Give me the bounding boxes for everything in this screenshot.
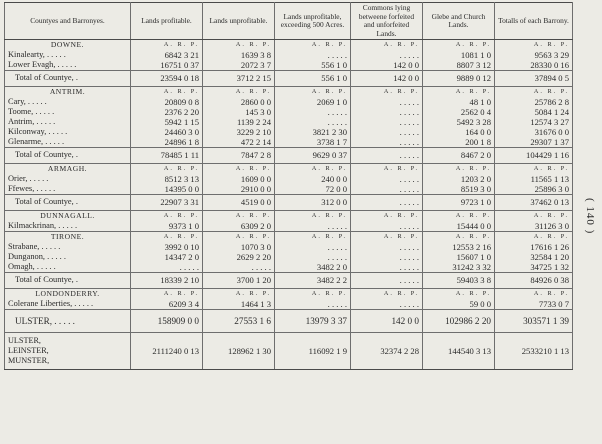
- value-cell: 8467 2 0: [423, 148, 495, 164]
- value-cell: 2111240 0 13: [131, 333, 203, 370]
- value-cell: 6842 3 21: [131, 50, 203, 60]
- arp-units: A. R. P.: [423, 40, 495, 51]
- value-cell: 1464 1 3: [203, 299, 275, 310]
- value-cell: . . . . .: [351, 242, 423, 252]
- value-cell: 25786 2 8: [495, 97, 573, 107]
- county-heading-row: [5, 164, 573, 175]
- value-cell: . . . . .: [131, 262, 203, 273]
- value-cell: 12553 2 16: [423, 242, 495, 252]
- arp-units: A. R. P.: [351, 232, 423, 243]
- value-cell: 3700 1 20: [203, 273, 275, 289]
- value-cell: 5492 3 28: [423, 117, 495, 127]
- value-cell: . . . . .: [351, 221, 423, 232]
- value-cell: . . . . .: [351, 137, 423, 148]
- arp-units: A. R. P.: [131, 289, 203, 300]
- value-cell: . . . . .: [351, 273, 423, 289]
- value-cell: 17616 1 26: [495, 242, 573, 252]
- value-cell: 1203 2 0: [423, 174, 495, 184]
- value-cell: 5942 1 15: [131, 117, 203, 127]
- row-label: Cary, . . . . .: [5, 97, 131, 107]
- value-cell: 2562 0 4: [423, 107, 495, 117]
- value-cell: 15444 0 0: [423, 221, 495, 232]
- arp-units: A. R. P.: [131, 164, 203, 175]
- arp-units: A. R. P.: [495, 289, 573, 300]
- table-row: [5, 242, 573, 252]
- value-cell: 59 0 0: [423, 299, 495, 310]
- value-cell: . . . . .: [351, 148, 423, 164]
- county-heading: DUNNAGALL.: [5, 211, 131, 222]
- value-cell: 142 0 0: [351, 310, 423, 333]
- barony-table: [4, 2, 573, 370]
- value-cell: . . . . .: [275, 252, 351, 262]
- arp-units: A. R. P.: [423, 232, 495, 243]
- row-label: Total of Countye, .: [5, 195, 131, 211]
- arp-units: A. R. P.: [275, 289, 351, 300]
- col-header-commons: Commons lying betweene forfeited and unforfeited Lands.: [351, 3, 423, 40]
- value-cell: . . . . .: [351, 252, 423, 262]
- ulster-total-row: [5, 310, 573, 333]
- value-cell: 23594 0 18: [131, 71, 203, 87]
- table-row: [5, 137, 573, 148]
- header-row: [5, 3, 573, 40]
- value-cell: 6309 2 0: [203, 221, 275, 232]
- value-cell: 2860 0 0: [203, 97, 275, 107]
- col-header-profitable: Lands profitable.: [131, 3, 203, 40]
- arp-units: A. R. P.: [351, 164, 423, 175]
- table-body: [5, 40, 573, 370]
- value-cell: 14347 2 0: [131, 252, 203, 262]
- table-row: [5, 107, 573, 117]
- value-cell: 8512 3 13: [131, 174, 203, 184]
- county-heading: ANTRIM.: [5, 87, 131, 98]
- value-cell: . . . . .: [275, 117, 351, 127]
- value-cell: 22907 3 31: [131, 195, 203, 211]
- arp-units: A. R. P.: [203, 289, 275, 300]
- value-cell: . . . . .: [351, 299, 423, 310]
- value-cell: 5084 1 24: [495, 107, 573, 117]
- arp-units: A. R. P.: [131, 40, 203, 51]
- value-cell: 31126 3 0: [495, 221, 573, 232]
- value-cell: 2629 2 20: [203, 252, 275, 262]
- row-label: Total of Countye, .: [5, 71, 131, 87]
- value-cell: 240 0 0: [275, 174, 351, 184]
- col-header-glebe: Glebe and Church Lands.: [423, 3, 495, 40]
- county-heading: DOWNE.: [5, 40, 131, 51]
- province-names: [5, 333, 131, 370]
- value-cell: 1639 3 8: [203, 50, 275, 60]
- value-cell: 145 3 0: [203, 107, 275, 117]
- arp-units: A. R. P.: [131, 232, 203, 243]
- value-cell: 2072 3 7: [203, 60, 275, 71]
- arp-units: A. R. P.: [351, 87, 423, 98]
- arp-units: A. R. P.: [275, 164, 351, 175]
- value-cell: 9563 3 29: [495, 50, 573, 60]
- row-label: Dunganon, . . . . .: [5, 252, 131, 262]
- value-cell: . . . . .: [275, 299, 351, 310]
- value-cell: . . . . .: [351, 97, 423, 107]
- value-cell: 472 2 14: [203, 137, 275, 148]
- county-heading-row: [5, 87, 573, 98]
- value-cell: 3482 2 2: [275, 273, 351, 289]
- row-label: Lower Evagh, . . . . .: [5, 60, 131, 71]
- value-cell: 158909 0 0: [131, 310, 203, 333]
- value-cell: . . . . .: [351, 127, 423, 137]
- table-row: [5, 117, 573, 127]
- value-cell: 556 1 0: [275, 60, 351, 71]
- value-cell: 72 0 0: [275, 184, 351, 195]
- value-cell: 9373 1 0: [131, 221, 203, 232]
- value-cell: 2533210 1 13: [495, 333, 573, 370]
- row-label: Total of Countye, .: [5, 148, 131, 164]
- table-row: [5, 174, 573, 184]
- arp-units: A. R. P.: [423, 87, 495, 98]
- value-cell: 2069 1 0: [275, 97, 351, 107]
- table-row: [5, 252, 573, 262]
- value-cell: . . . . .: [351, 117, 423, 127]
- value-cell: 37894 0 5: [495, 71, 573, 87]
- value-cell: 164 0 0: [423, 127, 495, 137]
- value-cell: . . . . .: [351, 107, 423, 117]
- value-cell: 15607 1 0: [423, 252, 495, 262]
- value-cell: 2910 0 0: [203, 184, 275, 195]
- table-row: [5, 221, 573, 232]
- value-cell: 9889 0 12: [423, 71, 495, 87]
- row-label: Strabane, . . . . .: [5, 242, 131, 252]
- arp-units: A. R. P.: [495, 87, 573, 98]
- value-cell: 34725 1 32: [495, 262, 573, 273]
- arp-units: A. R. P.: [203, 164, 275, 175]
- col-header-unprofitable-500: Lands unprofitable, exceeding 500 Acres.: [275, 3, 351, 40]
- county-heading: LONDONDERRY.: [5, 289, 131, 300]
- value-cell: 6209 3 4: [131, 299, 203, 310]
- table-row: [5, 262, 573, 273]
- value-cell: 142 0 0: [351, 60, 423, 71]
- arp-units: A. R. P.: [495, 164, 573, 175]
- value-cell: 8519 3 0: [423, 184, 495, 195]
- value-cell: 128962 1 30: [203, 333, 275, 370]
- value-cell: . . . . .: [351, 174, 423, 184]
- value-cell: . . . . .: [203, 262, 275, 273]
- table-row: [5, 184, 573, 195]
- row-label: Toome, . . . . .: [5, 107, 131, 117]
- row-label: Antrim, . . . . .: [5, 117, 131, 127]
- total-row: [5, 195, 573, 211]
- arp-units: A. R. P.: [495, 211, 573, 222]
- row-label: Kilconway, . . . . .: [5, 127, 131, 137]
- value-cell: 29307 1 37: [495, 137, 573, 148]
- value-cell: 16751 0 37: [131, 60, 203, 71]
- value-cell: 27553 1 6: [203, 310, 275, 333]
- value-cell: 25896 3 0: [495, 184, 573, 195]
- value-cell: 84926 0 38: [495, 273, 573, 289]
- value-cell: 3738 1 7: [275, 137, 351, 148]
- arp-units: A. R. P.: [275, 232, 351, 243]
- arp-units: A. R. P.: [351, 40, 423, 51]
- value-cell: 556 1 0: [275, 71, 351, 87]
- value-cell: 312 0 0: [275, 195, 351, 211]
- arp-units: A. R. P.: [203, 40, 275, 51]
- value-cell: 1070 3 0: [203, 242, 275, 252]
- table-row: [5, 299, 573, 310]
- value-cell: 3229 2 10: [203, 127, 275, 137]
- value-cell: . . . . .: [275, 242, 351, 252]
- value-cell: . . . . .: [275, 221, 351, 232]
- table-row: [5, 60, 573, 71]
- province-name: MUNSTER,: [8, 356, 50, 365]
- col-header-county: Countyes and Barronyes.: [5, 3, 131, 40]
- row-label: ULSTER, . . . . .: [5, 310, 131, 333]
- arp-units: A. R. P.: [131, 87, 203, 98]
- value-cell: 13979 3 37: [275, 310, 351, 333]
- value-cell: 78485 1 11: [131, 148, 203, 164]
- value-cell: 48 1 0: [423, 97, 495, 107]
- value-cell: 20809 0 8: [131, 97, 203, 107]
- value-cell: 9723 1 0: [423, 195, 495, 211]
- county-heading-row: [5, 289, 573, 300]
- arp-units: A. R. P.: [423, 164, 495, 175]
- value-cell: 4519 0 0: [203, 195, 275, 211]
- county-heading-row: [5, 211, 573, 222]
- row-label: Omagh, . . . . .: [5, 262, 131, 273]
- row-label: Kilmackrinan, . . . . .: [5, 221, 131, 232]
- value-cell: 24896 1 8: [131, 137, 203, 148]
- value-cell: 28330 0 16: [495, 60, 573, 71]
- row-label: Kinalearty, . . . . .: [5, 50, 131, 60]
- arp-units: A. R. P.: [351, 289, 423, 300]
- col-header-totals: Totalls of each Barrony.: [495, 3, 573, 40]
- arp-units: A. R. P.: [203, 87, 275, 98]
- row-label: Glenarme, . . . . .: [5, 137, 131, 148]
- arp-units: A. R. P.: [351, 211, 423, 222]
- table-row: [5, 97, 573, 107]
- value-cell: 104429 1 16: [495, 148, 573, 164]
- value-cell: 32584 1 20: [495, 252, 573, 262]
- col-header-unprofitable: Lands unprofitable.: [203, 3, 275, 40]
- value-cell: 31676 0 0: [495, 127, 573, 137]
- row-label: Ffewes, . . . . .: [5, 184, 131, 195]
- value-cell: 9629 0 37: [275, 148, 351, 164]
- value-cell: 144540 3 13: [423, 333, 495, 370]
- value-cell: 2376 2 20: [131, 107, 203, 117]
- arp-units: A. R. P.: [423, 211, 495, 222]
- arp-units: A. R. P.: [131, 211, 203, 222]
- value-cell: 7733 0 7: [495, 299, 573, 310]
- table-row: [5, 127, 573, 137]
- arp-units: A. R. P.: [275, 211, 351, 222]
- value-cell: 11565 1 13: [495, 174, 573, 184]
- value-cell: 18339 2 10: [131, 273, 203, 289]
- province-name: ULSTER,: [8, 336, 41, 345]
- value-cell: 14395 0 0: [131, 184, 203, 195]
- value-cell: . . . . .: [275, 107, 351, 117]
- value-cell: 7847 2 8: [203, 148, 275, 164]
- value-cell: 200 1 8: [423, 137, 495, 148]
- row-label: Colerane Liberties, . . . . .: [5, 299, 131, 310]
- grand-total-row: [5, 333, 573, 370]
- total-row: [5, 148, 573, 164]
- value-cell: 24460 3 0: [131, 127, 203, 137]
- value-cell: 1609 0 0: [203, 174, 275, 184]
- county-heading: ARMAGH.: [5, 164, 131, 175]
- value-cell: . . . . .: [351, 50, 423, 60]
- value-cell: 3821 2 30: [275, 127, 351, 137]
- page-number: ( 140 ): [584, 198, 596, 235]
- value-cell: 1081 1 0: [423, 50, 495, 60]
- value-cell: 303571 1 39: [495, 310, 573, 333]
- value-cell: 31242 3 32: [423, 262, 495, 273]
- value-cell: 3712 2 15: [203, 71, 275, 87]
- value-cell: . . . . .: [351, 195, 423, 211]
- value-cell: 3992 0 10: [131, 242, 203, 252]
- county-heading-row: [5, 232, 573, 243]
- value-cell: 37462 0 13: [495, 195, 573, 211]
- arp-units: A. R. P.: [423, 289, 495, 300]
- value-cell: 102986 2 20: [423, 310, 495, 333]
- row-label: Orier, . . . . .: [5, 174, 131, 184]
- value-cell: . . . . .: [351, 184, 423, 195]
- value-cell: 59403 3 8: [423, 273, 495, 289]
- arp-units: A. R. P.: [275, 40, 351, 51]
- total-row: [5, 71, 573, 87]
- county-heading-row: [5, 40, 573, 51]
- value-cell: 12574 3 27: [495, 117, 573, 127]
- table-row: [5, 50, 573, 60]
- value-cell: 116092 1 9: [275, 333, 351, 370]
- value-cell: . . . . .: [351, 262, 423, 273]
- arp-units: A. R. P.: [203, 232, 275, 243]
- value-cell: 142 0 0: [351, 71, 423, 87]
- value-cell: 32374 2 28: [351, 333, 423, 370]
- value-cell: 8807 3 12: [423, 60, 495, 71]
- arp-units: A. R. P.: [495, 40, 573, 51]
- county-heading: TIRONE.: [5, 232, 131, 243]
- arp-units: A. R. P.: [495, 232, 573, 243]
- arp-units: A. R. P.: [275, 87, 351, 98]
- arp-units: A. R. P.: [203, 211, 275, 222]
- total-row: [5, 273, 573, 289]
- value-cell: 3482 2 0: [275, 262, 351, 273]
- row-label: Total of Countye, .: [5, 273, 131, 289]
- province-name: LEINSTER,: [8, 346, 49, 355]
- value-cell: 1139 2 24: [203, 117, 275, 127]
- value-cell: . . . . .: [275, 50, 351, 60]
